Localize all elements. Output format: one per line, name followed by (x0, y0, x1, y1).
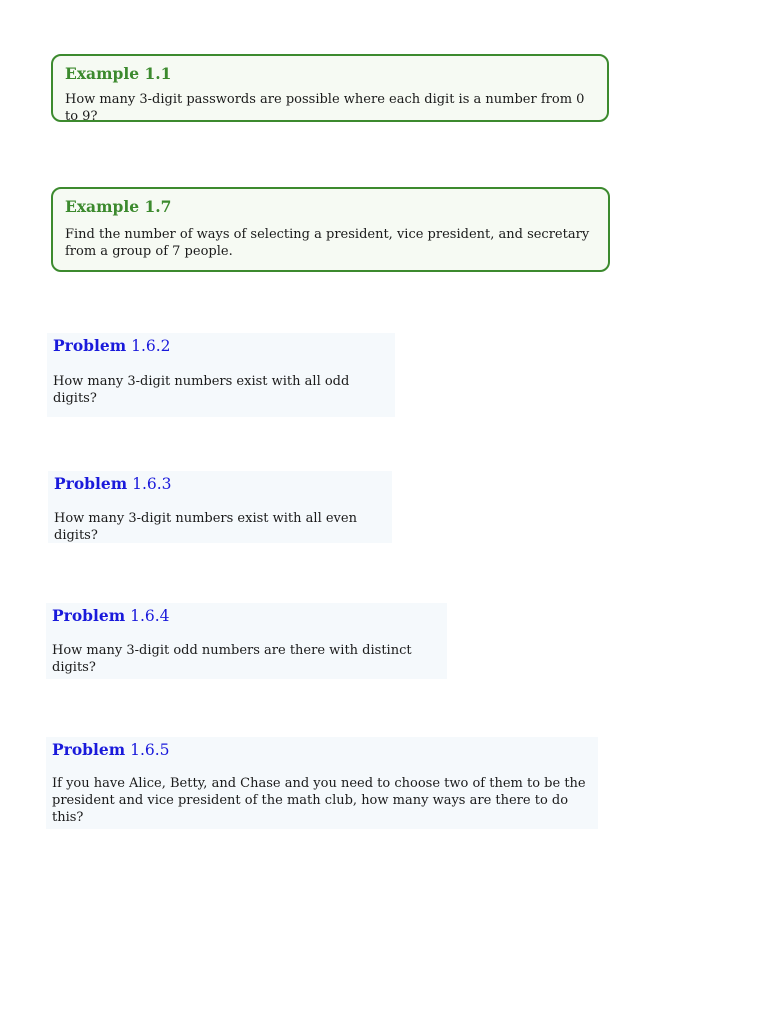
example-title: Example 1.1 (65, 64, 172, 83)
example-title: Example 1.7 (65, 197, 172, 216)
problem-title (52, 740, 592, 760)
problem-label: Problem (52, 606, 126, 625)
problem-box-1-6-5 (46, 737, 598, 829)
problem-title (54, 474, 386, 494)
problem-box-1-6-3 (48, 471, 392, 543)
problem-text: How many 3-digit numbers exist with all even digits? (54, 511, 357, 543)
problem-box-1-6-4 (46, 603, 447, 679)
example-box-1-7 (51, 187, 610, 272)
problem-title (52, 606, 441, 626)
problem-box-1-6-2 (47, 333, 395, 417)
problem-number: 1.6.3 (132, 475, 172, 493)
problem-text: How many 3-digit odd numbers are there with distinct digits? (52, 643, 412, 675)
problem-label: Problem (54, 474, 128, 493)
example-box-1-1 (51, 54, 609, 122)
problem-label: Problem (52, 740, 126, 759)
problem-label: Problem (53, 336, 127, 355)
example-text: Find the number of ways of selecting a president, vice president, and secretary from a group of 7 people. (65, 227, 590, 259)
problem-title (53, 336, 389, 356)
example-text: How many 3-digit passwords are possible where each digit is a number from 0 to 9? (65, 92, 585, 124)
problem-number: 1.6.5 (130, 741, 170, 759)
problem-number: 1.6.2 (131, 337, 171, 355)
problem-text: If you have Alice, Betty, and Chase and you need to choose two of them to be the president and vice president of the math club, how many ways are there to do this? (52, 776, 586, 825)
problem-number: 1.6.4 (130, 607, 170, 625)
problem-text: How many 3-digit numbers exist with all odd digits? (53, 374, 350, 406)
